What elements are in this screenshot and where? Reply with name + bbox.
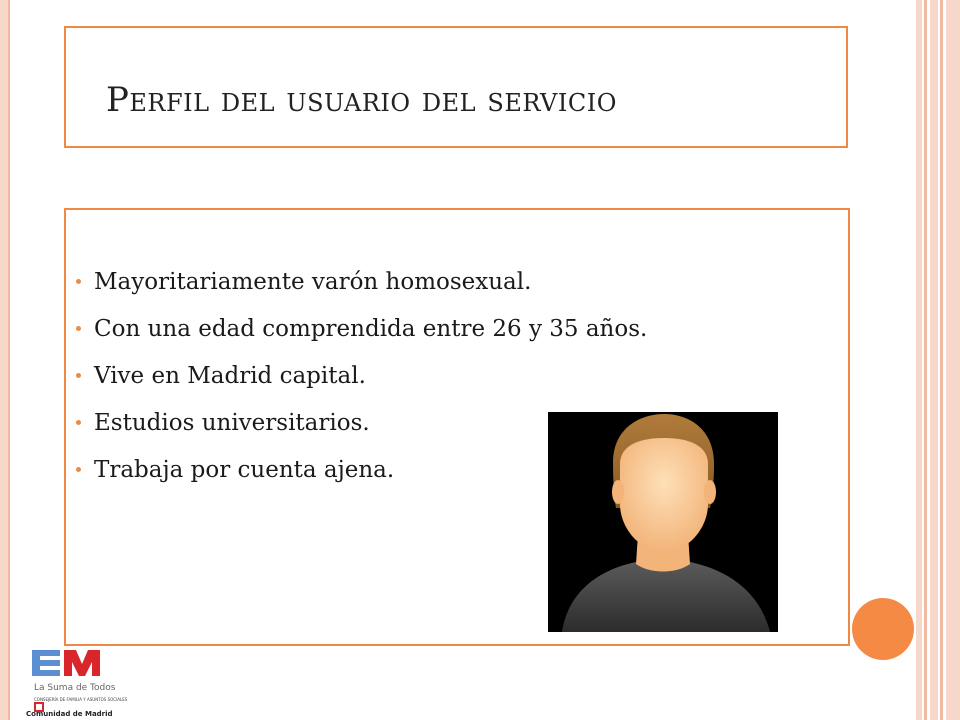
bullet-dot-icon bbox=[76, 420, 81, 425]
bullet-dot-icon bbox=[76, 326, 81, 331]
logo-department: CONSEJERÍA DE FAMILIA Y ASUNTOS SOCIALES bbox=[34, 697, 128, 702]
bullet-item bbox=[74, 309, 647, 356]
left-decor-line bbox=[8, 0, 10, 720]
slide-title: Perfil del usuario del servicio bbox=[106, 80, 617, 120]
left-decor-stripe bbox=[0, 0, 8, 720]
logo-organization: Comunidad de Madrid bbox=[26, 710, 113, 718]
bullet-item bbox=[74, 356, 647, 403]
bullet-item bbox=[74, 262, 647, 309]
right-decor-stripes bbox=[916, 0, 960, 720]
bullet-dot-icon bbox=[76, 279, 81, 284]
decor-circle bbox=[852, 598, 914, 660]
bullet-dot-icon bbox=[76, 467, 81, 472]
bullet-text: Mayoritariamente varón homosexual. bbox=[94, 269, 532, 295]
bullet-text: Con una edad comprendida entre 26 y 35 años. bbox=[94, 316, 648, 342]
bullet-dot-icon bbox=[76, 373, 81, 378]
bullet-text: Vive en Madrid capital. bbox=[94, 363, 366, 389]
bullet-text: Trabaja por cuenta ajena. bbox=[94, 457, 395, 483]
bullet-text: Estudios universitarios. bbox=[94, 410, 370, 436]
person-silhouette-icon bbox=[548, 412, 778, 632]
logo-tagline: La Suma de Todos bbox=[34, 683, 116, 693]
